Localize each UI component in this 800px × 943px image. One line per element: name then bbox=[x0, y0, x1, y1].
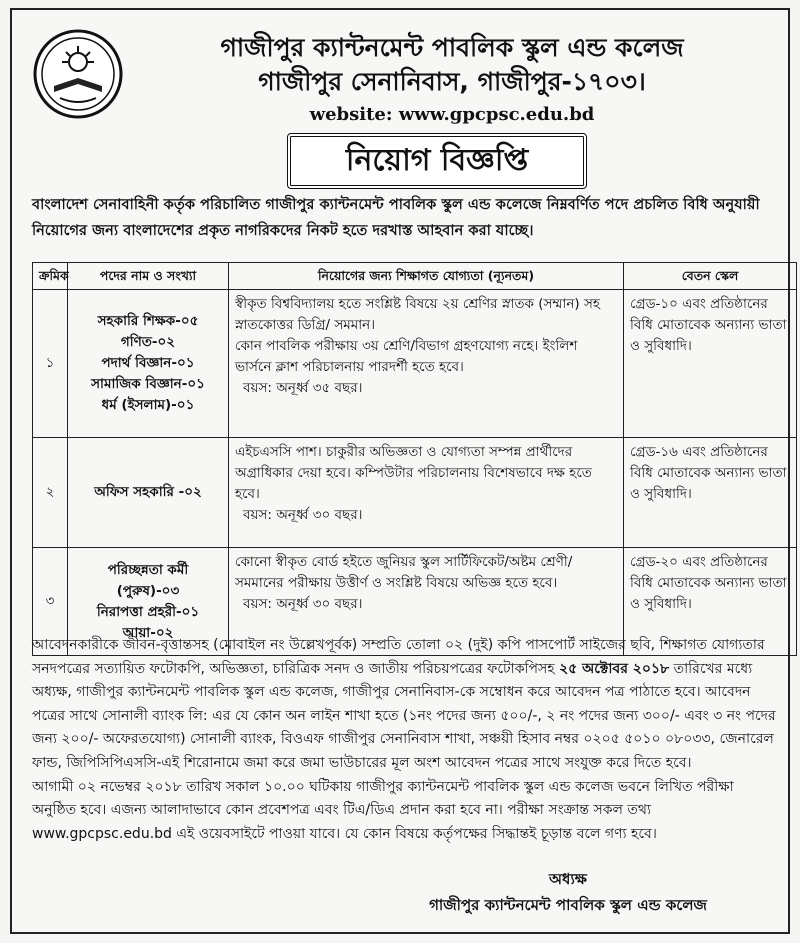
table-row bbox=[33, 290, 797, 438]
signature-block bbox=[388, 866, 748, 918]
table-header-row bbox=[33, 263, 797, 290]
school-crest-icon bbox=[32, 28, 124, 120]
post-line: পরিচ্ছন্নতা কর্মী bbox=[107, 561, 189, 578]
row-pay-scale bbox=[624, 438, 797, 548]
application-text-cont: তারিখের মধ্যে অধ্যক্ষ, গাজীপুর ক্যান্টনমেন্ট পাবলিক স্কুল এন্ড কলেজ, গাজীপুর সেনানিবাস-কে সম্বোধন করে আবেদন পত্র পাঠাতে হবে। আবেদন পত্রের সাথে সোনালী ব্যাংক লি: এর যে কোন অন লাইন শাখা হতে (১নং পদের জন্য ৫০০/-, ২ নং পদের জন্য ৩০০/- এবং ৩ নং পদের জন্য ২০০/- অফেরতযোগ্য) সোনালী ব্যাংক, বিওএফ গাজীপুর সেনানিবাস শাখা, সঞ্চয়ী হিসাব নম্বর ০২০৫ ৫০১০ ০৮০৩৩, জেনারেল ফান্ড, জিপিসিপিএসসি-এই শিরোনামে জমা করে জমা ভাউচারের মূল অংশ আবেদন পত্রের সাথে সংযুক্ত করে দিতে হবে। bbox=[32, 660, 776, 771]
row-qualification bbox=[229, 290, 624, 438]
application-paragraph bbox=[32, 634, 782, 776]
post-line: পদার্থ বিজ্ঞান-০১ bbox=[101, 355, 195, 371]
application-instructions bbox=[32, 634, 782, 846]
pay-scale-text: গ্রেড-১০ এবং প্রতিষ্ঠানের বিধি মোতাবেক অন্যান্য ভাতা ও সুবিধাদি। bbox=[630, 296, 787, 354]
post-line: ধর্ম (ইসলাম)-০১ bbox=[101, 397, 195, 413]
deadline-date: ২৫ অক্টোবর ২০১৮ bbox=[559, 660, 670, 677]
post-line: গণিত-০২ bbox=[120, 334, 176, 350]
row-serial: ২ bbox=[33, 438, 68, 548]
posts-table bbox=[32, 262, 797, 656]
qualification-line: কোন পাবলিক পরীক্ষায় ৩য় শ্রেণি/বিভাগ গ্রহণযোগ্য নহে। ইংলিশ ভার্সনে ক্লাশ পরিচালনায় পারদর্শী হতে হবে। bbox=[235, 338, 578, 375]
row-serial: ১ bbox=[33, 290, 68, 438]
header bbox=[12, 10, 788, 142]
header-pay-scale: বেতন স্কেল bbox=[624, 263, 797, 290]
table-row bbox=[33, 438, 797, 548]
pay-scale-text: গ্রেড-১৬ এবং প্রতিষ্ঠানের বিধি মোতাবেক অন্যান্য ভাতা ও সুবিধাদি। bbox=[630, 444, 787, 502]
age-limit: বয়স: অনূর্ধ্ব ৩৫ বছর। bbox=[243, 380, 363, 396]
age-limit: বয়স: অনূর্ধ্ব ৩০ বছর। bbox=[243, 507, 363, 523]
pay-scale-text: গ্রেড-২০ এবং প্রতিষ্ঠানের বিধি মোতাবেক অন্যান্য ভাতা ও সুবিধাদি। bbox=[630, 554, 787, 612]
application-text: আবেদনকারীকে জীবন-বৃত্তান্তসহ (মোবাইল নং উল্লেখপূর্বক) সম্প্রতি তোলা ০২ (দুই) কপি পাসপোর্ট সাইজের ছবি, শিক্ষাগত যোগ্যতার সনদপত্রের সত্যায়িত ফটোকপি, অভিজ্ঞতা, চারিত্রিক সনদ ও জাতীয় পরিচয়পত্রের ফটোকপিসহ bbox=[32, 637, 765, 677]
post-line: সামাজিক বিজ্ঞান-০১ bbox=[91, 376, 205, 392]
row-pay-scale bbox=[624, 290, 797, 438]
exam-text: আগামী ০২ নভেম্বর ২০১৮ তারিখ সকাল ১০.০০ ঘটিকায় গাজীপুর ক্যান্টনমেন্ট পাবলিক স্কুল এন্ড কলেজ ভবনে লিখিত পরীক্ষা অনুষ্ঠিত হবে। এজন্য আলাদাভাবে কোন প্রবেশপত্র এবং টিএ/ডিএ প্রদান করা হবে না। পরীক্ষা সংক্রান্ত সকল তথ্য bbox=[32, 778, 734, 819]
exam-text-cont: এই ওয়েবসাইটে পাওয়া যাবে। যে কোন বিষয়ে কর্তৃপক্ষের সিদ্ধান্তই চূড়ান্ত বলে গণ্য হবে। bbox=[171, 825, 657, 842]
header-serial: ক্রমিক bbox=[33, 263, 68, 290]
intro-paragraph: বাংলাদেশ সেনাবাহিনী কর্তৃক পরিচালিত গাজীপুর ক্যান্টনমেন্ট পাবলিক স্কুল এন্ড কলেজে নিম্নবর্ণিত পদে প্রচলিত বিধি অনুযায়ী নিয়োগের জন্য বাংলাদেশের প্রকৃত নাগরিকদের নিকট হতে দরখাস্ত আহবান করা যাচ্ছে। bbox=[32, 196, 760, 239]
exam-website-link[interactable]: www.gpcpsc.edu.bd bbox=[32, 825, 172, 842]
row-post bbox=[68, 290, 229, 438]
qualification-line: এইচএসসি পাশ। চাকুরীর অভিজ্ঞতা ও যোগ্যতা সম্পন্ন প্রার্থীদের অগ্রাধিকার দেয়া হবে। কম্পিউটার পরিচালনায় বিশেষভাবে দক্ষ হতে হবে। bbox=[235, 444, 592, 502]
post-line: অফিস সহকারি -০২ bbox=[94, 484, 202, 500]
signatory-designation: অধ্যক্ষ bbox=[549, 870, 587, 888]
qualification-line: কোনো স্বীকৃত বোর্ড হইতে জুনিয়র স্কুল সার্টিফিকেট/অষ্টম শ্রেণী/ সমমানের পরীক্ষায় উত্তীর্ণ ও সংশ্লিষ্ট বিষয়ে অভিজ্ঞ হতে হবে। bbox=[235, 554, 573, 591]
notice-title: নিয়োগ বিজ্ঞপ্তি bbox=[287, 133, 587, 189]
qualification-line: স্বীকৃত বিশ্ববিদ্যালয় হতে সংশ্লিষ্ট বিষয়ে ২য় শ্রেণির স্নাতক (সম্মান) সহ স্নাতকোত্তর ডিগ্রি/ সমমান। bbox=[235, 296, 600, 333]
age-limit: বয়স: অনূর্ধ্ব ৩০ বছর। bbox=[243, 596, 363, 612]
post-line: নিরাপত্তা প্রহরী-০১ bbox=[96, 603, 200, 620]
post-line: সহকারি শিক্ষক-০৫ bbox=[97, 313, 199, 329]
post-line: আয়া-০২ bbox=[122, 624, 174, 641]
signatory-institution: গাজীপুর ক্যান্টনমেন্ট পাবলিক স্কুল এন্ড কলেজ bbox=[429, 896, 707, 914]
notice-page bbox=[10, 8, 790, 934]
row-serial: ৩ bbox=[33, 548, 68, 656]
institution-address: গাজীপুর সেনানিবাস, গাজীপুর-১৭০৩। bbox=[258, 67, 646, 96]
website-link[interactable]: website: www.gpcpsc.edu.bd bbox=[309, 104, 595, 125]
exam-paragraph bbox=[32, 776, 782, 847]
row-qualification bbox=[229, 438, 624, 548]
row-post bbox=[68, 438, 229, 548]
institution-name: গাজীপুর ক্যান্টনমেন্ট পাবলিক স্কুল এন্ড কলেজ bbox=[220, 33, 684, 62]
header-qualification: নিয়োগের জন্য শিক্ষাগত যোগ্যতা (ন্যূনতম) bbox=[229, 263, 624, 290]
header-post: পদের নাম ও সংখ্যা bbox=[68, 263, 229, 290]
post-line: (পুরুষ)-০৩ bbox=[116, 582, 180, 599]
